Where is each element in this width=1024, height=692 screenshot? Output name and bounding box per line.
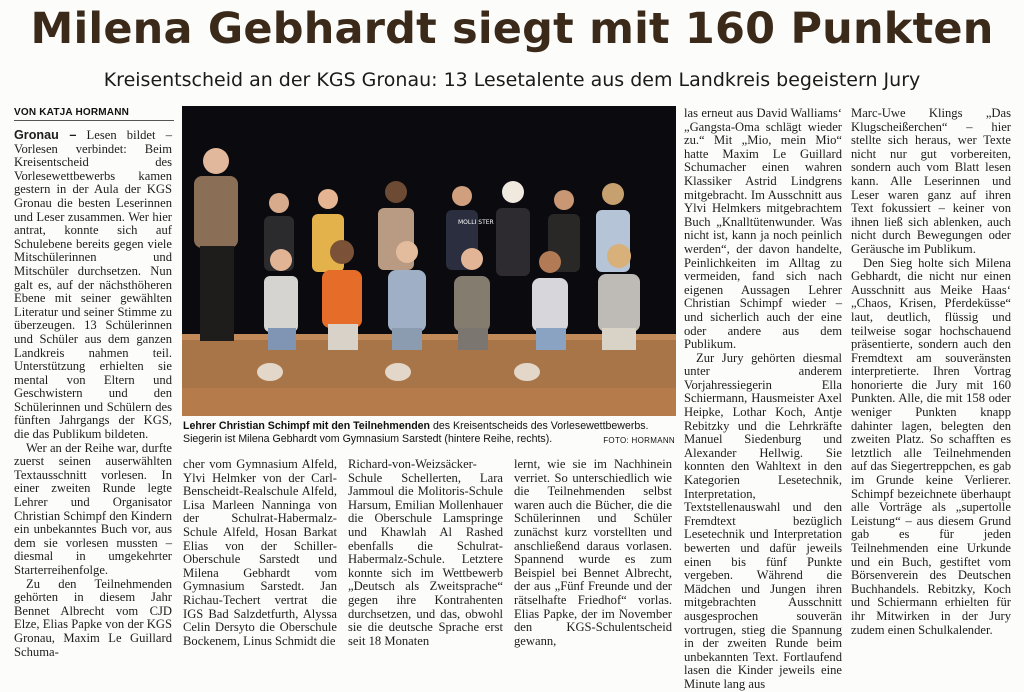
byline-divider — [14, 120, 174, 121]
headline: Milena Gebhardt siegt mit 160 Punkten — [30, 4, 994, 54]
article-column-1 — [14, 128, 172, 659]
article-column-3 — [348, 458, 503, 652]
paragraph: cher vom Gymnasium Alfeld, Ylvi Helmker von der Carl-Benscheidt-Realschule Alfeld, Lisa Marleen Nanninga von der Schulrat-Habermalz-Schule Alfeld, Hosan Barkat Elias von der Schiller-Oberschule Sarstedt und Milena Gebhardt vom Gymnasium Sarstedt. Jan Richau-Techert vertrat die IGS Bad Salzdetfurth, Alyssa Celin Dersyto die Oberschule Bockenem, Linus Schmidt die — [183, 457, 337, 648]
photo-credit: FOTO: HORMANN — [603, 436, 675, 445]
paragraph: Zu den Teilnehmenden gehörten in diesem Jahr Bennet Albrecht vom CJD Elze, Elias Papke von der KGS Gronau, Maxim Le Guillard Schuma- — [14, 576, 172, 659]
paragraph: las erneut aus David Walliams‘ „Gangsta-Oma schlägt wieder zu.“ Mit „Mio, mein Mio“ hatte Maxim Le Guillard Schumacher einen wahren Klassiker Astrid Lindgrens mitgebracht. Im Ausschnitt aus Ylvi Helmkers mitgebrachtem Buch „Knalltütenwunder. Was nicht ist, kann ja noch peinlich werden“, der davon handelte, Peinlichkeiten im Alltag zu vermeiden, fand sich nach eigenen Aussagen Lehrer Christian Schimpf wieder – und sicherlich auch der eine oder andere aus dem Publikum. — [684, 106, 842, 352]
caption-text: des Kreisentscheids des Vorlesewettbewerbs. Siegerin ist Milena Gebhardt vom Gymnasium Sarstedt (hintere Reihe, rechts). — [183, 420, 649, 445]
shirt-print: MOLLI STER — [458, 219, 494, 226]
paragraph: Marc-Uwe Klings „Das Klugscheißerchen“ – hier stellte sich heraus, wer Texte nicht nur gut vorbereiten, sondern auch vom Blatt lesen kann. Alle Leserinnen und Leser waren ganz auf ihren Text fokussiert – keiner von ihnen ließ sich ablenken, auch nicht durch Bewegungen oder Geräusche im Publikum. — [851, 106, 1011, 256]
dateline: Gronau – — [14, 128, 77, 142]
article-column-2 — [183, 458, 337, 652]
byline: VON KATJA HORMANN — [14, 107, 130, 118]
paragraph — [14, 129, 172, 442]
paragraph-text: Lesen bildet – Vorlesen verbindet: Beim Kreisentscheid des Vorlesewettbewerbs kamen gestern in der Aula der KGS Gronau die besten Leserinnen und Leser zusammen. Wer hier antrat, konnte sich auf Schulebene bereits gegen viele Mitschülerinnen und Mitschüler durchsetzen. Nun galt es, auf der nächsthöheren Ebene mit seiner gewählten Literatur und seiner Stimme zu überzeugen. 13 Schülerinnen und Schüler aus dem ganzen Landkreis nahmen teil. Unterstützung erhielten sie mental von Eltern und Geschwistern und den Schülerinnen und Schülern des fünften Jahrgangs der KGS, die das Publikum bildeten. — [14, 128, 172, 442]
article-column-5 — [684, 106, 842, 691]
photo-caption — [183, 420, 675, 447]
paragraph: Richard-von-Weizsäcker-Schule Schellerten, Lara Jammoul die Molitoris-Schule Harsum, Emilian Mollenhauer die Oberschule Lamspringe und Khawlah Al Rashed ebenfalls die Schulrat-Habermalz-Schule. Letztere konnte sich im Wettbewerb „Deutsch als Zweitsprache“ gegen ihre Kontrahenten durchsetzen, und das, obwohl sie die deutsche Sprache erst seit 18 Monaten — [348, 457, 503, 648]
subheadline: Kreisentscheid an der KGS Gronau: 13 Lesetalente aus dem Landkreis begeistern Jury — [103, 69, 921, 91]
paragraph: lernt, wie sie im Nachhinein verriet. So unterschiedlich wie die Teilnehmenden selbst waren auch die Bücher, die die Schülerinnen und Schüler zunächst kurz vorstellten und anschließend daraus vorlasen. Spannend wurde es zum Beispiel bei Bennet Albrecht, der aus „Fünf Freunde und der rätselhafte Friedhof“ vorlas. Elias Papke, der im November den KGS-Schulentscheid gewann, — [514, 457, 672, 648]
group-photo — [182, 106, 676, 416]
caption-bold: Lehrer Christian Schimpf mit den Teilnehmenden — [183, 420, 431, 432]
group-photo-illustration — [182, 106, 676, 416]
article-column-6 — [851, 107, 1011, 652]
article-column-4 — [514, 458, 672, 652]
paragraph: Zur Jury gehörten diesmal unter anderem Vorjahressiegerin Ella Schiermann, Hausmeister Axel Heipke, Lothar Koch, Antje Rebitzky und die Lehrkräfte Manuel Siedenburg und Alexander Hellwig. Sie konnten den Wahltext in den Kategorien Lesetechnik, Interpretation, Textstellenauswahl und den Fremdtext bezüglich Lesetechnik und Interpretation bewerten und dafür jeweils einen bis fünf Punkte vergeben. Während die Mädchen und Jungen ihren mitgebrachten Ausschnitt ausgesprochen souverän vortrugen, stieg die Spannung in der zweiten Runde beim unbekannten Text. Fortlaufend lasen die Kinder jeweils eine Minute lang aus — [684, 350, 842, 691]
paragraph: Den Sieg holte sich Milena Gebhardt, die nicht nur einen Ausschnitt aus Meike Haas‘ „Chaos, Krisen, Pferdeküsse“ laut, deutlich, flüssig und teilweise sogar hochschauend präsentierte, sondern auch den Fremdtext am souveränsten interpretierte. Ihren Vortrag honorierte die Jury mit 160 Punkten. Alle, die mit 158 oder weniger Punkten knapp dahinter lagen, belegten den zweiten Platz. So schafften es letztlich alle Teilnehmenden auf das Siegertreppchen, es gab im Grunde keine Verlierer. Schimpf bezeichnete überhaupt alle Vorträge als „supertolle Leistung“ – aus diesem Grund gab es für jeden Teilnehmenden eine Urkunde und ein Buch, gestiftet vom Börsenverein des Deutschen Buchhandels. Rebitzky, Koch und Schiermann erhielten für ihr Mitwirken in der Jury zudem einen Schulkalender. — [851, 255, 1011, 637]
paragraph: Wer an der Reihe war, durfte zuerst seinen auserwählten Textausschnitt vorlesen. In einer zweiten Runde legte Lehrer und Organisator Christian Schimpf den Kindern ein unbekanntes Buch vor, aus dem sie vorlesen mussten – diesmal in umgekehrter Starterreihenfolge. — [14, 440, 172, 577]
